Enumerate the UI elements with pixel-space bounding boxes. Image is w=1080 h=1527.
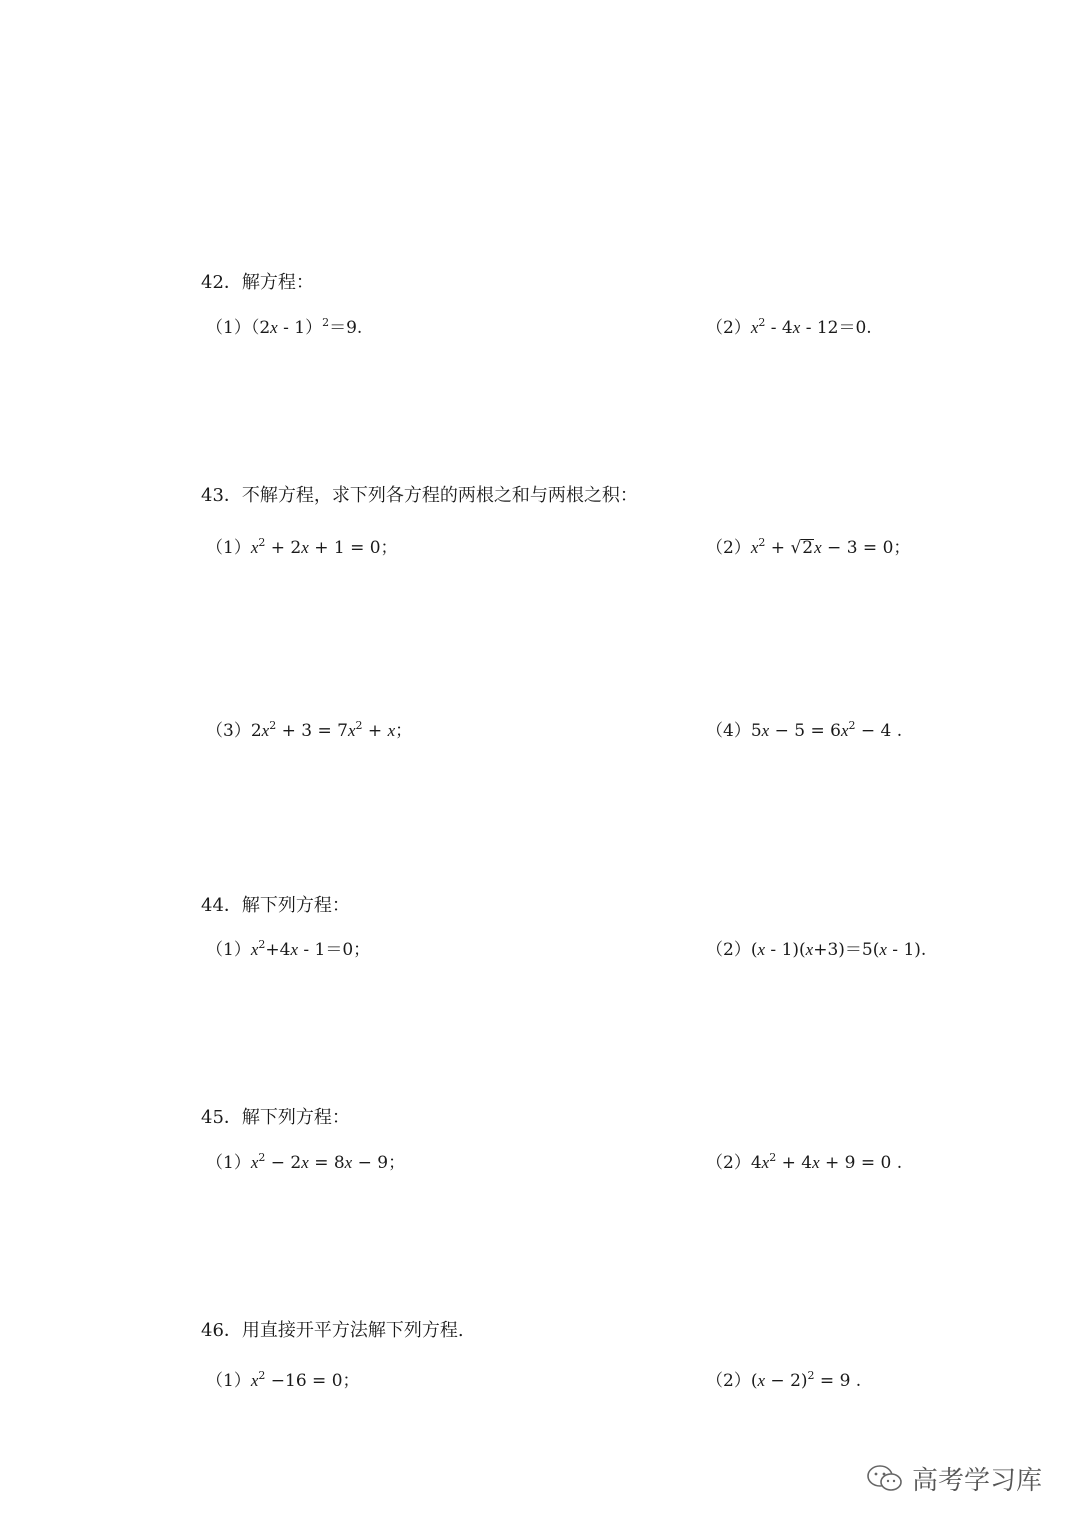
question-46-title: 46．用直接开平方法解下列方程.	[201, 1320, 464, 1341]
q45-part-1: $(1)x^2 - 2x = 8x - 9$；	[206, 1151, 406, 1173]
q45-part-2: $(2)4x^2 + 4x + 9 = 0$ .	[706, 1151, 903, 1173]
q43-part-4: $(4)5x - 5 = 6x^2 - 4$ .	[706, 719, 903, 741]
question-42-title: 42．解方程：	[201, 272, 314, 293]
q43-part-2: $(2)x^2 + √2x - 3 = 0$；	[706, 536, 911, 558]
q42-part-1: （1）（2x - 1）$^2$＝9.	[206, 316, 363, 338]
q43-part-3: $(3)2x^2 + 3 = 7x^2 + x$；	[206, 719, 413, 741]
q44-part-2: （2）(x - 1)(x+3)＝5(x - 1).	[706, 940, 927, 960]
wechat-icon	[866, 1464, 904, 1494]
watermark	[866, 1460, 1042, 1497]
q43-part-1: $(1)x^2 + 2x + 1 = 0$；	[206, 536, 398, 558]
question-45-title: 45．解下列方程：	[201, 1107, 350, 1128]
sqrt-symbol: √	[790, 538, 802, 558]
q44-part-1: $(1)x^2+4x - 1=0$；	[206, 938, 371, 960]
q46-part-1: $(1)x^2 -16 = 0$；	[206, 1369, 360, 1391]
question-44-title: 44．解下列方程：	[201, 895, 350, 916]
q46-part-2: $(2)(x - 2)^2 = 9$ .	[706, 1369, 862, 1391]
watermark-text: 高考学习库	[912, 1466, 1043, 1496]
sqrt-radicand: 2	[802, 538, 814, 558]
question-43-title: 43．不解方程，求下列各方程的两根之和与两根之积：	[201, 485, 638, 506]
q42-part-2: $(2)x^2 - 4x - 12=0$.	[706, 316, 872, 338]
